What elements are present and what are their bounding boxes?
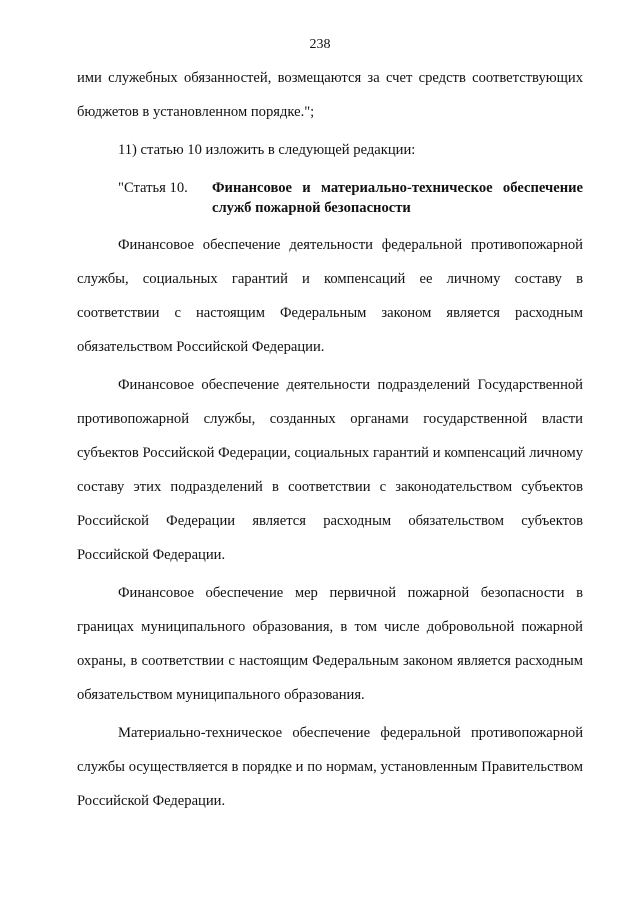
paragraph-material-support: Материально-техническое обеспечение федеральной противопожарной службы осуществляется в порядке и по нормам, установленным Правительством Российской Федерации. xyxy=(77,725,583,809)
paragraph-federal-financing: Финансовое обеспечение деятельности федеральной противопожарной службы, социальных гарантий и компенсаций ее личному составу в соответствии с настоящим Федеральным законом является расходным обязательством Российской Федерации. xyxy=(77,237,583,355)
article-number: "Статья 10. xyxy=(118,180,188,196)
article-title-line-2: служб пожарной безопасности xyxy=(212,200,411,216)
paragraph-municipal-financing: Финансовое обеспечение мер первичной пожарной безопасности в границах муниципального образования, в том числе добровольной пожарной охраны, в соответствии с настоящим Федеральным законом является расходным обязательством муниципального образования. xyxy=(77,585,583,703)
paragraph-continuation: ими служебных обязанностей, возмещаются за счет средств соответствующих бюджетов в установленном порядке."; xyxy=(77,70,583,120)
document-body xyxy=(77,61,583,818)
paragraph-amendment-item: 11) статью 10 изложить в следующей редакции: xyxy=(118,142,416,158)
article-title-line-1: Финансовое и материально-техническое обеспечение xyxy=(212,180,583,196)
article-heading xyxy=(77,171,583,218)
page-number: 238 xyxy=(309,37,331,52)
paragraph-regional-financing: Финансовое обеспечение деятельности подразделений Государственной противопожарной службы, созданных органами государственной власти субъектов Российской Федерации, социальных гарантий и компенсаций личному составу этих подразделений в соответствии с законодательством субъектов Российской Федерации является расходным обязательством субъектов Российской Федерации. xyxy=(77,377,583,563)
article-title xyxy=(212,178,583,218)
